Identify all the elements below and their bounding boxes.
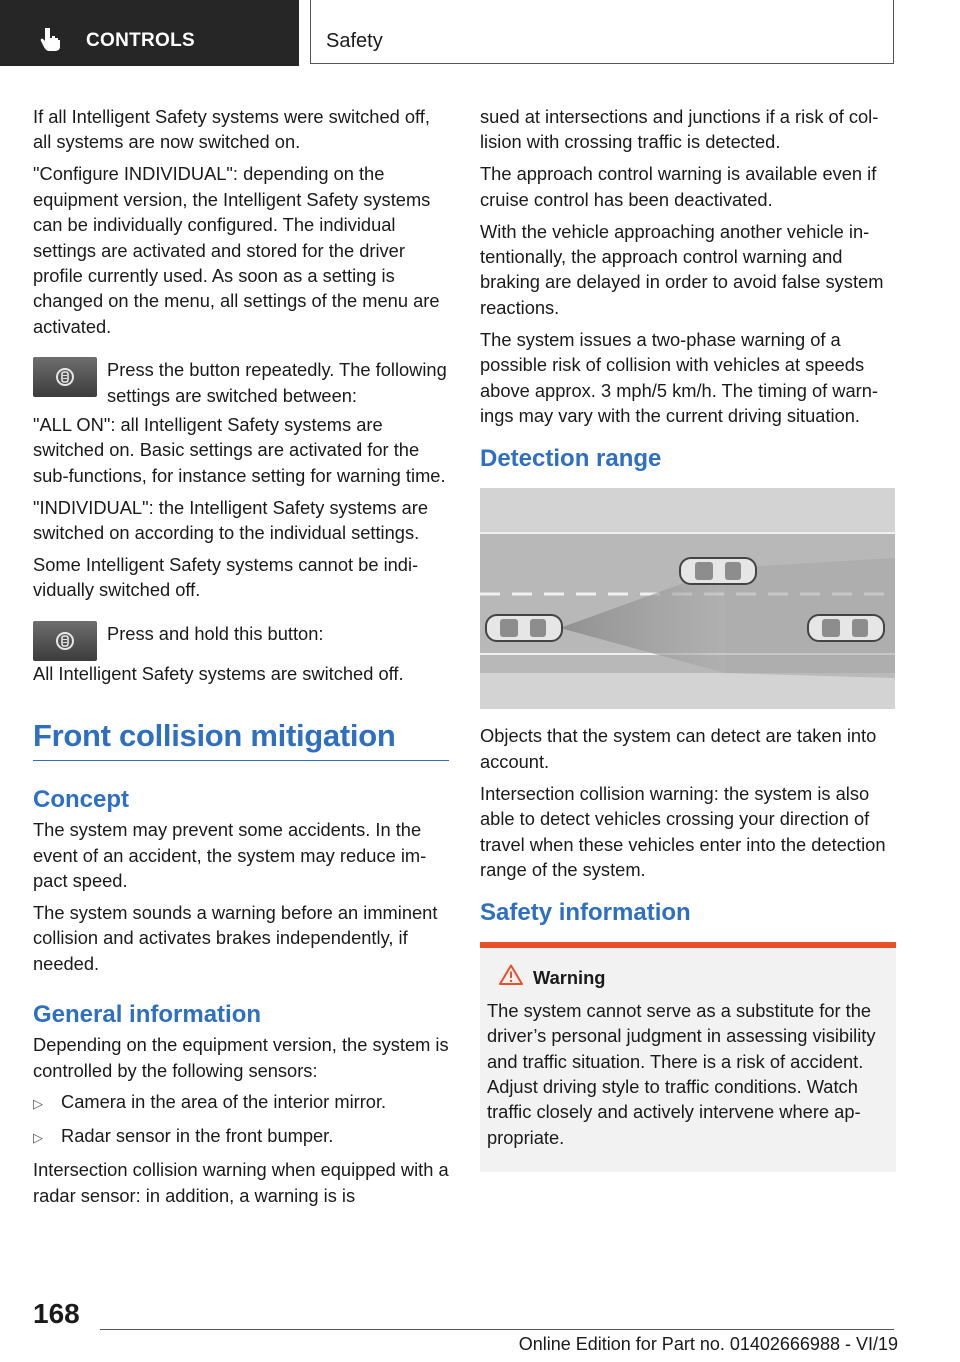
paragraph: "ALL ON": all Intelligent Safety systems are switched on. Basic settings are activated for the sub-functions, for instance setting for warning time. [33,413,446,486]
intelligent-safety-button-icon [33,357,97,397]
button-instruction [33,621,449,661]
intelligent-safety-button-icon [33,621,97,661]
section-title: Front collision mitigation [33,716,449,761]
button-instruction [33,357,449,408]
list-item-text: Camera in the area of the interior mirror. [61,1091,387,1113]
paragraph: The approach control warning is available even if cruise control has been deactivated. [480,163,877,210]
paragraph: Some Intelligent Safety systems cannot be individually switched off. [33,554,419,601]
list-item [33,1123,449,1150]
paragraph: The system sounds a warning before an imminent collision and activates brakes independently, if needed. [33,901,438,974]
left-column [33,104,449,1215]
footer-divider [100,1329,894,1330]
car-icon [808,615,884,641]
edition-text: Online Edition for Part no. 01402666988 - VI/19 [518,1334,898,1354]
list-item-text: Radar sensor in the front bumper. [61,1125,334,1147]
warning-text: The system cannot serve as a substitute for the driver’s personal judgment in assessing visibility and traffic situation. There is a risk of accident. Adjust driving style to traffic conditions. Watch traffic closely and actively intervene where appropriate. [487,999,876,1148]
chapter-tab [0,0,299,66]
subsection-title: Concept [33,786,129,814]
triangle-bullet-icon: ▷ [33,1130,43,1146]
section-header [310,0,894,64]
detection-range-illustration [480,488,895,709]
subsection-title: General information [33,1001,262,1029]
subsection-title: Detection range [480,445,662,473]
paragraph: Depending on the equipment version, the system is controlled by the following sensors: [33,1034,449,1081]
paragraph: Press and hold this button: [107,622,324,644]
car-icon [486,615,562,641]
paragraph: Objects that the system can detect are taken into account. [480,725,877,772]
section-label: Safety [326,30,383,52]
paragraph: "Configure INDIVIDUAL": depending on the equipment version, the Intelligent Safety systems can be individually configured. The individual settings are activated and stored for the driver profile currently used. As soon as a setting is changed on the menu, all settings of the menu are activated. [33,163,440,337]
paragraph: The system issues a two-phase warning of a possible risk of collision with vehicles at speeds above approx. 3 mph/5 km/h. The timing of warnings may vary with the current driving situation. [480,328,878,426]
subsection-title: Safety information [480,899,691,927]
warning-triangle-icon [499,964,523,991]
pointing-hand-icon [38,26,64,57]
paragraph: Intersection collision warning: the system is also able to detect vehicles crossing your direction of travel when these vehicles enter into the detection range of the system. [480,782,886,880]
paragraph: All Intelligent Safety systems are switched off. [33,662,404,684]
list-item [33,1089,449,1116]
triangle-bullet-icon: ▷ [33,1096,43,1112]
chapter-label: CONTROLS [86,30,196,51]
right-column [480,104,896,1172]
warning-label: Warning [533,967,606,989]
car-icon [680,558,756,584]
paragraph: sued at intersections and junctions if a risk of collision with crossing traffic is detected. [480,106,879,153]
paragraph: "INDIVIDUAL": the Intelligent Safety systems are switched on according to the individual settings. [33,496,429,544]
paragraph: With the vehicle approaching another vehicle intentionally, the approach control warning and braking are delayed in order to avoid false system reactions. [480,220,884,318]
paragraph: Press the button repeatedly. The following settings are switched between: [107,359,447,406]
page-number: 168 [33,1298,80,1329]
paragraph: Intersection collision warning when equipped with a radar sensor: in addition, a warning is is [33,1159,449,1206]
warning-header [487,964,890,991]
warning-box [480,942,896,1172]
paragraph: The system may prevent some accidents. In the event of an accident, the system may reduce impact speed. [33,819,427,892]
paragraph: If all Intelligent Safety systems were switched off, all systems are now switched on. [33,106,430,153]
